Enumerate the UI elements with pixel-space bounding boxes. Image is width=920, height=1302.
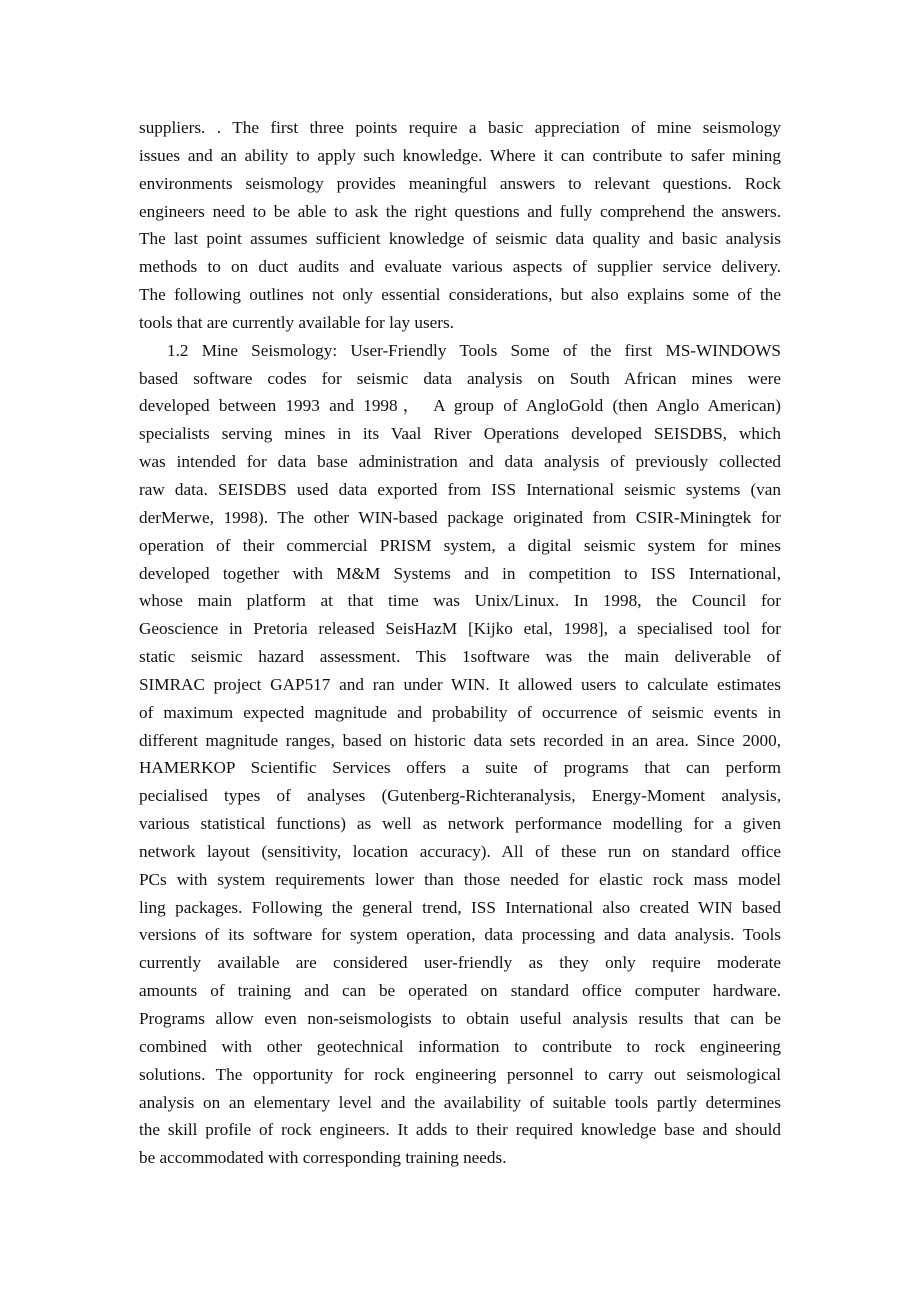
text-line: derMerwe, 1998). The other WIN-based package originated from CSIR-Miningtek for <box>139 507 781 527</box>
text-line: Programs allow even non-seismologists to obtain useful analysis results that can be <box>139 1009 781 1028</box>
text-line: operation of their commercial PRISM system, a digital seismic system for mines <box>139 535 781 555</box>
text-line: amounts of training and can be operated on standard office computer hardware. <box>139 981 781 1001</box>
body-text <box>139 114 781 1172</box>
text-line: suppliers. . The first three points require a basic appreciation of mine seismology <box>139 118 781 137</box>
text-line: specialists serving mines in its Vaal River Operations developed SEISDBS, which <box>139 424 781 444</box>
text-line: versions of its software for system operation, data processing and data analysis. Tools <box>139 925 781 945</box>
text-line: different magnitude ranges, based on historic data sets recorded in an area. Since 2000, <box>139 730 781 750</box>
text-line: Geoscience in Pretoria released SeisHazM [Kijko etal, 1998], a specialised tool for <box>139 619 781 639</box>
text-line: whose main platform at that time was Unix/Linux. In 1998, the Council for <box>139 591 781 611</box>
text-line: methods to on duct audits and evaluate various aspects of supplier service delivery. <box>139 257 781 277</box>
text-line: developed between 1993 and 1998， A group of AngloGold (then Anglo American) <box>139 396 781 416</box>
text-line: issues and an ability to apply such knowledge. Where it can contribute to safer mining <box>139 145 781 165</box>
text-line: developed together with M&M Systems and in competition to ISS International, <box>139 563 781 583</box>
text-line: pecialised types of analyses (Gutenberg-Richteranalysis, Energy-Moment analysis, <box>139 786 781 806</box>
text-line: currently available are considered user-friendly as they only require moderate <box>139 953 781 973</box>
text-line: based software codes for seismic data analysis on South African mines were <box>139 368 781 388</box>
text-line: ling packages. Following the general trend, ISS International also created WIN based <box>139 897 781 917</box>
text-line: engineers need to be able to ask the right questions and fully comprehend the answers. <box>139 201 781 221</box>
text-line: environments seismology provides meaningful answers to relevant questions. Rock <box>139 173 781 193</box>
text-line: The last point assumes sufficient knowledge of seismic data quality and basic analysis <box>139 229 781 249</box>
text-line: be accommodated with corresponding training needs. <box>139 1148 507 1168</box>
text-line: the skill profile of rock engineers. It adds to their required knowledge base and should <box>139 1120 781 1140</box>
text-line: combined with other geotechnical information to contribute to rock engineering <box>139 1036 781 1056</box>
text-line: analysis on an elementary level and the availability of suitable tools partly determines <box>139 1092 781 1112</box>
text-line: of maximum expected magnitude and probability of occurrence of seismic events in <box>139 702 781 722</box>
text-line: various statistical functions) as well as network performance modelling for a given <box>139 814 781 834</box>
text-line: HAMERKOP Scientific Services offers a suite of programs that can perform <box>139 758 781 778</box>
text-line: SIMRAC project GAP517 and ran under WIN. It allowed users to calculate estimates <box>139 674 781 694</box>
text-line: The following outlines not only essential considerations, but also explains some of the <box>139 285 781 305</box>
text-line: raw data. SEISDBS used data exported from ISS International seismic systems (van <box>139 479 781 499</box>
text-line: network layout (sensitivity, location accuracy). All of these run on standard office <box>139 841 781 861</box>
text-line: solutions. The opportunity for rock engineering personnel to carry out seismological <box>139 1064 781 1084</box>
text-line: static seismic hazard assessment. This 1software was the main deliverable of <box>139 647 781 667</box>
text-line: tools that are currently available for lay users. <box>139 312 454 332</box>
text-line: PCs with system requirements lower than those needed for elastic rock mass model <box>139 869 781 889</box>
section-heading-line: 1.2 Mine Seismology: User-Friendly Tools Some of the first MS-WINDOWS <box>167 340 781 360</box>
text-line: was intended for data base administration and data analysis of previously collected <box>139 452 781 472</box>
